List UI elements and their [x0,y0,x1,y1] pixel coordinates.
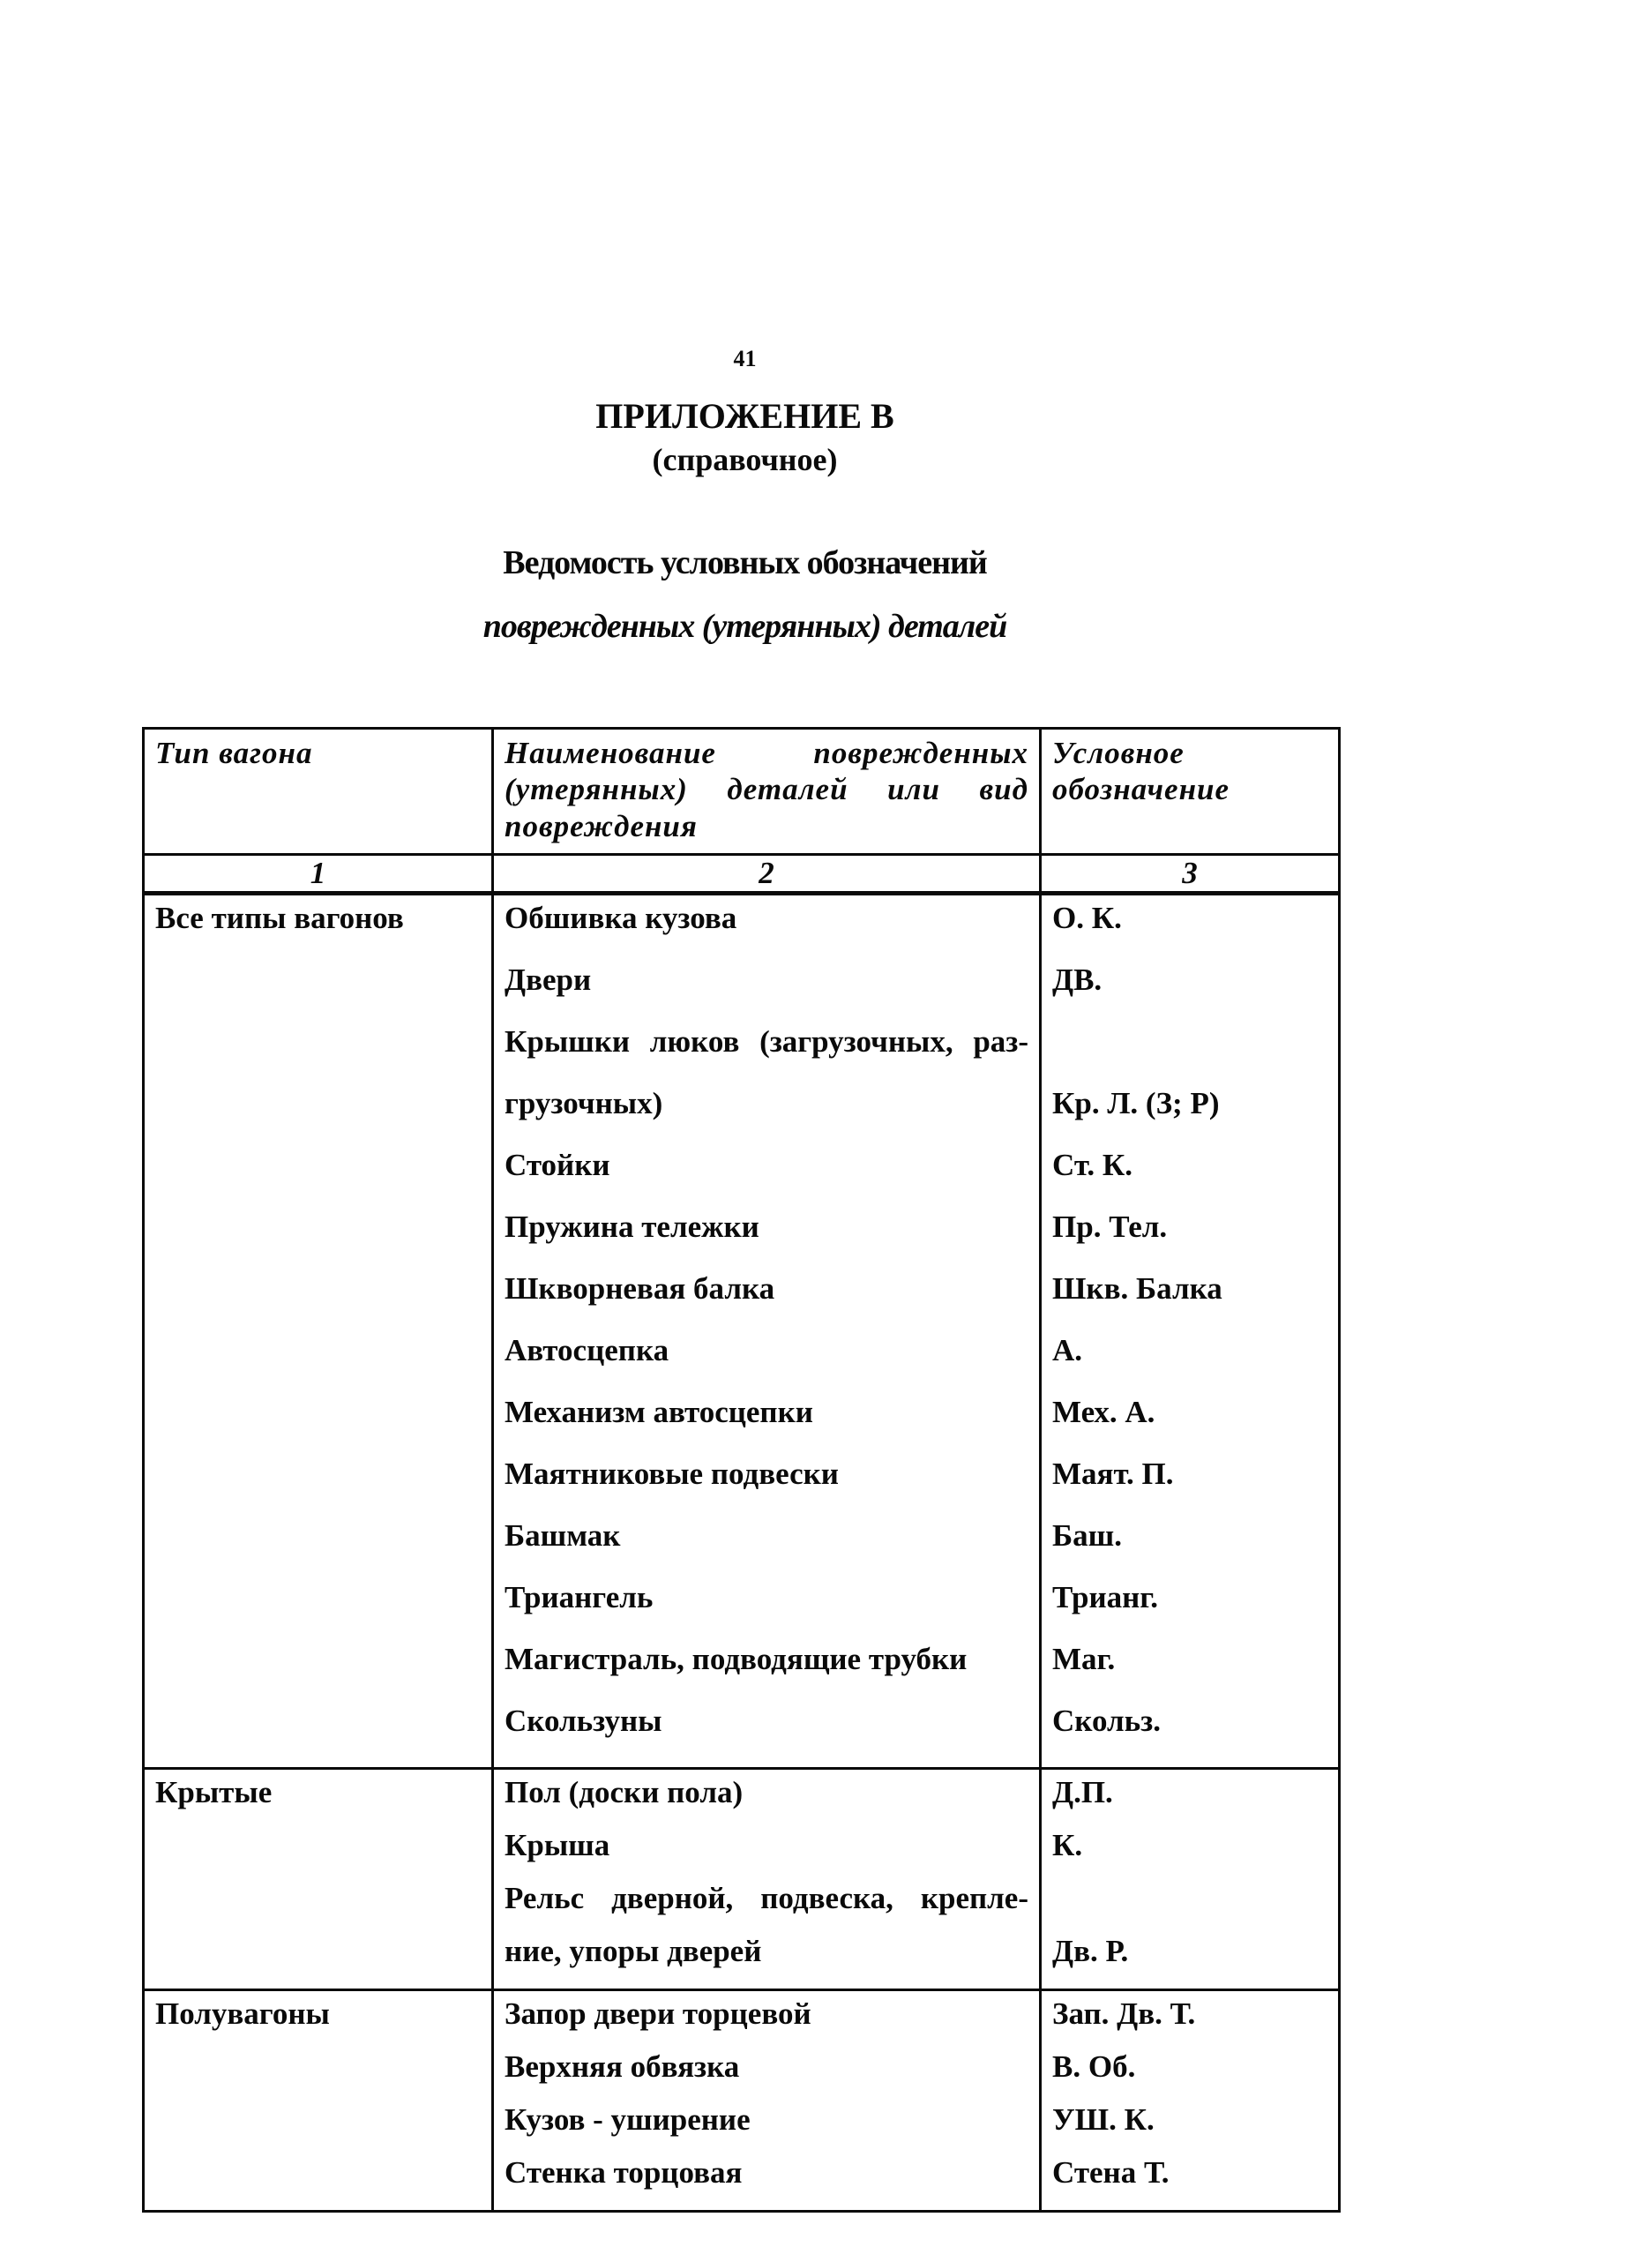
designation-code: Баш. [1052,1518,1122,1553]
designation-code: Зап. Дв. Т. [1052,1996,1196,2031]
designations-cell [1041,1990,1340,2212]
header-designation [1041,729,1340,855]
part-name: Обшивка кузова [505,901,737,935]
column-number-2: 2 [493,855,1041,894]
designation-code: Триaнг. [1052,1580,1159,1614]
designation-code [1052,1879,1327,1932]
header-designation-label: Условное обозначение [1052,736,1230,807]
part-name: Триангель [505,1580,654,1614]
part-name: Пружина тележки [505,1210,759,1244]
part-name: Двери [505,962,592,997]
part-name: Кузов - уширение [505,2102,751,2137]
designation-code: Д.П. [1052,1775,1113,1809]
part-name: Механизм автосцепки [505,1395,813,1429]
table-row-gondola-wagons [144,1990,1340,2212]
part-name: Запор двери торцевой [505,1996,811,2031]
designation-code: ДВ. [1052,962,1103,997]
wagon-type-label: Крытые [155,1775,273,1809]
designation-code: Дв. Р. [1052,1934,1129,1968]
wagon-type-label: Все типы вагонов [155,901,404,935]
designation-code: В. Об. [1052,2049,1136,2084]
designation-code: Шкв. Балка [1052,1271,1222,1306]
designation-code: Мех. А. [1052,1395,1155,1429]
designation-code: К. [1052,1828,1083,1862]
designation-code: Стена Т. [1052,2155,1170,2190]
designation-code: Скольз. [1052,1704,1161,1738]
designation-code: Маят. П. [1052,1457,1174,1491]
page-number: 41 [733,346,757,371]
part-names-cell [493,1990,1041,2212]
designation-code: Кр. Л. (З; Р) [1052,1086,1220,1120]
part-name: Башмак [505,1518,621,1553]
designation-code: А. [1052,1333,1083,1367]
part-name: Маятниковые подвески [505,1457,839,1491]
header-wagon-type-label: Тип вагона [155,736,313,770]
designation-code: Маг. [1052,1642,1116,1676]
part-name: Пол (доски пола) [505,1775,744,1809]
designation-code [1052,1022,1327,1084]
table-row-covered-wagons [144,1769,1340,1990]
designation-code: Ст. К. [1052,1148,1133,1182]
wagon-type-label: Полувагоны [155,1996,330,2031]
part-name: Магистраль, подводящие трубки [505,1642,968,1676]
wagon-type-cell [144,1990,493,2212]
column-number-3: 3 [1041,855,1340,894]
header-part-name-label: Наименование поврежденных (утерянных) деталей или вид повреждения [505,736,1028,843]
part-name: Крышки люков (загрузочных, раз- [505,1024,1028,1059]
header-wagon-type [144,729,493,855]
appendix-title: ПРИЛОЖЕНИЕ В [595,396,894,436]
part-name: Стенка торцовая [505,2155,743,2190]
header-part-name [493,729,1041,855]
column-number-1: 1 [144,855,493,894]
designation-code: УШ. К. [1052,2102,1155,2137]
designations-cell [1041,894,1340,1769]
document-title-line-2: поврежденных (утерянных) деталей [482,608,1007,645]
part-name: Автосцепка [505,1333,669,1367]
part-names-cell [493,894,1041,1769]
designations-cell [1041,1769,1340,1990]
column-number-row [144,855,1340,894]
part-name: Рельс дверной, подвеска, крепле- [505,1881,1028,1915]
part-name: Стойки [505,1148,610,1182]
part-name: Верхняя обвязка [505,2049,740,2084]
part-name: Шкворневая балка [505,1271,775,1306]
part-name: ние, упоры дверей [505,1934,762,1968]
part-name: Крыша [505,1828,610,1862]
part-name: Скользуны [505,1704,662,1738]
wagon-type-cell [144,894,493,1769]
table-row-all-wagons [144,894,1340,1769]
appendix-subtitle: (справочное) [652,442,838,477]
designation-code: О. К. [1052,901,1122,935]
part-names-cell [493,1769,1041,1990]
designation-code: Пр. Тел. [1052,1210,1168,1244]
document-title-line-1: Ведомость условных обозначений [503,544,987,581]
designations-table [142,727,1341,2213]
wagon-type-cell [144,1769,493,1990]
table-header-row [144,729,1340,855]
part-name: грузочных) [505,1086,663,1120]
